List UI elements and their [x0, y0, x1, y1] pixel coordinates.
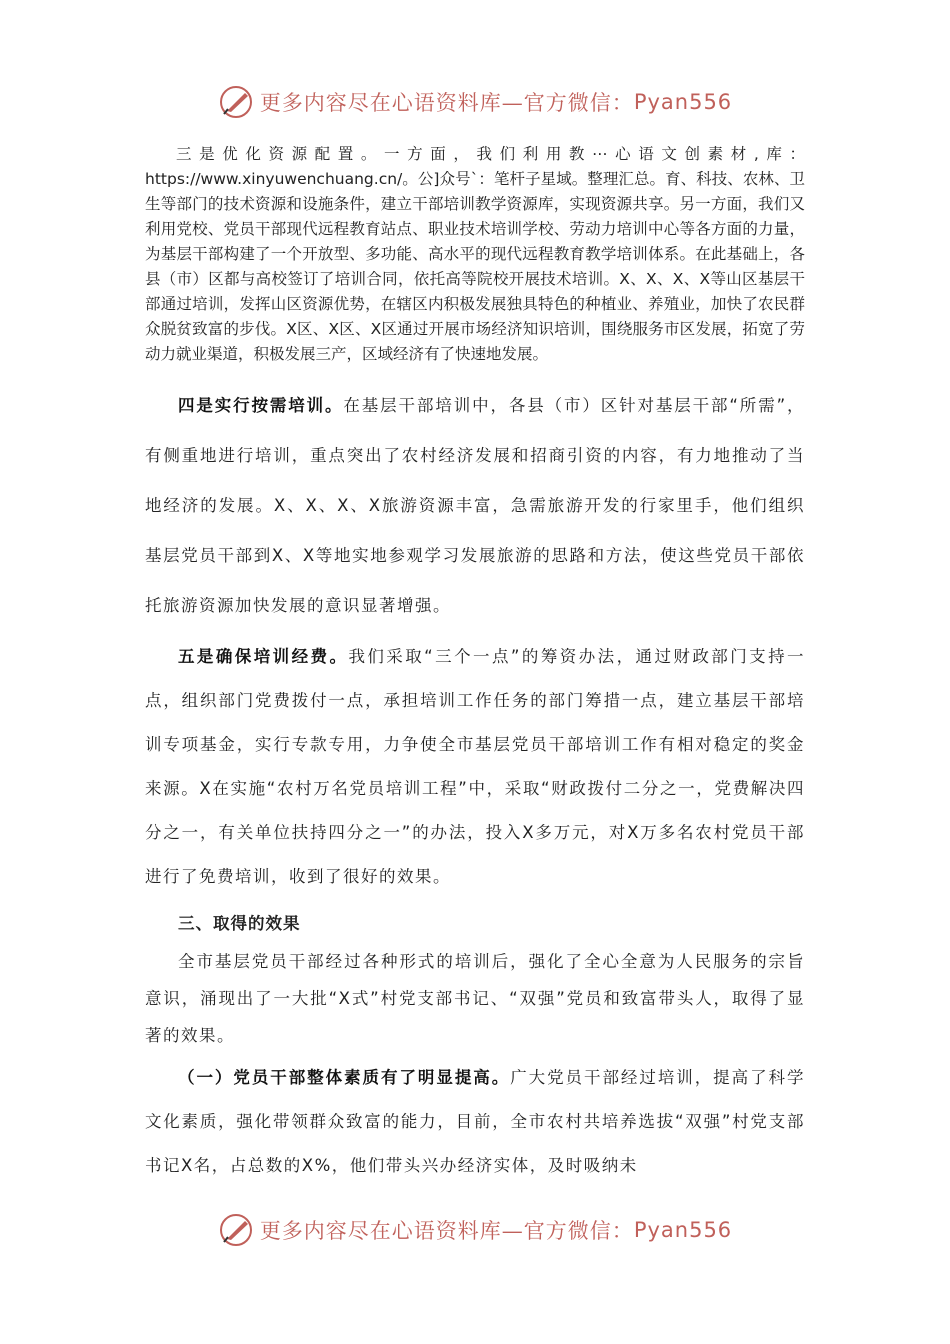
paragraph-quality-improved: （一）党员干部整体素质有了明显提高。广大党员干部经过培训，提高了科学文化素质，强化带领群众致富的能力，目前，全市农村共培养选拔“双强”村党支部书记X名，占总数的X%，他们带头兴办经济实体，及时吸纳未 [145, 1068, 806, 1175]
paragraph-resource-allocation: 三是优化资源配置。一方面，我们利用教⋯心语文创素材,库：https://www.xinyuwenchuang.cn/。公]众号`：笔杆子星域。整理汇总。育、科技、农林、卫生等部门的技术资源和设施条件，建立干部培训教学资源库，实现资源共享。另一方面，我们又利用党校、党员干部现代远程教育站点、职业技术培训学校、劳动力培训中心等各方面的力量，为基层干部构建了一个开放型、多功能、高水平的现代远程教育教学培训体系。在此基础上，各县（市）区都与高校签订了培训合同，依托高等院校开展技术培训。X、X、X、X等山区基层干部通过培训，发挥山区资源优势，在辖区内积极发展独具特色的种植业、养殖业，加快了农民群众脱贫致富的步伐。X区、X区、X区通过开展市场经济知识培训，围绕服务市区发展，拓宽了劳动力就业渠道，积极发展三产，区域经济有了快速地发展。 [145, 145, 805, 363]
footer-banner [0, 1210, 950, 1250]
document-body [145, 142, 805, 1188]
banner-text: 更多内容尽在心语资料库—官方微信： [259, 91, 634, 115]
quill-logo-icon [218, 84, 254, 120]
paragraph-on-demand-training: 四是实行按需培训。在基层干部培训中，各县（市）区针对基层干部“所需”，有侧重地进行培训，重点突出了农村经济发展和招商引资的内容，有力地推动了当地经济的发展。X、X、X、X旅游资源丰富，急需旅游开发的行家里手，他们组织基层党员干部到X、X等地实地参观学习发展旅游的思路和方法，使这些党员干部依托旅游资源加快发展的意识显著增强。 [145, 396, 805, 615]
paragraph-training-funds: 五是确保培训经费。我们采取“三个一点”的筹资办法，通过财政部门支持一点，组织部门党费拨付一点，承担培训工作任务的部门筹措一点，建立基层干部培训专项基金，实行专款专用，力争使全市基层党员干部培训工作有相对稳定的奖金来源。X在实施“农村万名党员培训工程”中，采取“财政拨付二分之一，党费解决四分之一，有关单位扶持四分之一”的办法，投入X多万元，对X万多名农村党员干部进行了免费培训，收到了很好的效果。 [145, 647, 805, 886]
banner-text: 更多内容尽在心语资料库—官方微信： [259, 1219, 634, 1243]
paragraph-effects-summary: 全市基层党员干部经过各种形式的培训后，强化了全心全意为人民服务的宗旨意识，涌现出了一大批“X式”村党支部书记、“双强”党员和致富带头人，取得了显著的效果。 [145, 952, 805, 1045]
paragraph-lead: （一）党员干部整体素质有了明显提高。 [178, 1068, 511, 1087]
quill-logo-icon [218, 1212, 254, 1248]
paragraph-lead: 四是实行按需培训。 [178, 396, 344, 415]
paragraph-lead: 五是确保培训经费。 [178, 647, 349, 666]
banner-wechat-id: Pyan556 [633, 1218, 733, 1242]
section-heading: 三、取得的效果 [178, 914, 301, 933]
banner-wechat-id: Pyan556 [633, 90, 733, 114]
header-banner [0, 82, 950, 122]
